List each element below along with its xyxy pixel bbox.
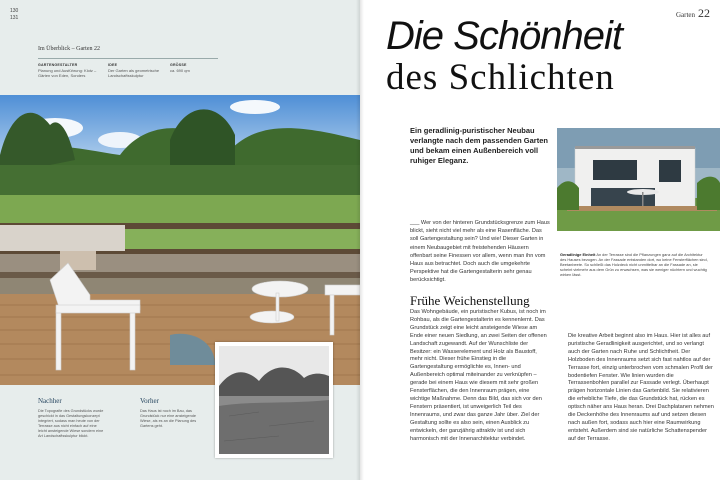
house-photo [557, 128, 720, 231]
subheading: Frühe Weichenstellung [410, 293, 530, 308]
info-size-label: GRÖSSE [170, 63, 187, 67]
page-number-left: 130 [10, 8, 19, 14]
overview-title: Im Überblick – Garten 22 [38, 46, 100, 52]
headline-line-1: Die Schönheit [386, 14, 623, 58]
info-designer-label: GARTENGESTALTER [38, 63, 78, 67]
after-caption: Die Topografie des Grundstücks wurde geschickt in das Gestaltungskonzept integriert, sodass man heute von der Terrasse aus nicht einfach auf eine leicht ansteigende Wiese sondern eine Art Landschaftsskulptur blickt. [38, 409, 104, 438]
before-inset-photo [215, 342, 333, 458]
after-label: Nachher [38, 397, 62, 405]
section-header [676, 6, 710, 21]
info-size-text: ca. 690 qm [170, 68, 190, 73]
house-caption-bold: Geradlinige Einheit [560, 252, 596, 257]
right-page [360, 0, 720, 480]
body-column-1: Das Wohngebäude, ein puristischer Kubus, ist noch im Rohbau, als die Gartengestalterin es kennenlernt. Das Grundstück zeigt eine leicht ansteigende Wiese am Ende einer neuen Siedlung, an zwei Seiten der offenen Landschaft zugewandt. Auf der Wunschliste der Besitzer: ein Wasserelement und Holz als Baustoff, mehr nicht. Dieser frühe Einstieg in die Gartengestaltung ermöglichte es, Innen- und Außenbereich optimal miteinander zu verknüpfen – gerade bei einem Haus wie diesem mit sehr großen Fensterflächen, die den Innenraum prägen, eine wichtige Maßnahme. Denn das Bild, das sich vor den Fenstern präsentiert, ist unweigerlich Teil des Innenraums, und zwar das ganze Jahr über. Ziel der Gestaltung sollte es also sein, einen Ausblick zu entwickeln, der ganzjährig attraktiv ist und sich harmonisch mit der Innenarchitektur verbindet. [410, 309, 547, 442]
section-label: Garten [675, 11, 695, 19]
before-caption: Das Haus ist noch im Bau, das Grundstück nur eine ansteigende Wiese, als es an die Planung des Gartens geht. [140, 409, 197, 428]
info-size [170, 63, 210, 73]
intro-paragraph: ___ Wer von der hinteren Grundstücksgrenze zum Haus blickt, sieht nicht viel mehr als eine Rasenfläche. Das soll Gartengestaltung sein? Und wie! Dieser Garten in einem Neubaugebiet mit freistehenden Häusern offenbart seine Finessen vor allem, wenn man ihn vom Haus aus betrachtet. Doch auch die umgekehrte Perspektive hat die Gartengestalterin sehr genau berücksichtigt. [410, 220, 550, 284]
info-idea-text: Der Garten als geometrische Landschaftsskulptur [108, 68, 160, 78]
info-designer-text: Planung und Ausführung: Klotz – Gärten von Eden, Sonders [38, 68, 97, 78]
info-idea [108, 63, 166, 78]
before-photo [219, 346, 329, 454]
house-caption-text: An der Terrasse sind die Pflanzungen ganz auf die Architektur des Hauses bezogen. An der Fassade entstanden dort, wo keine Fensterflächen sind, Beetanbeete. So schließt das Holzdeck nicht unmittelbar an die Fassade an, sie scheint vielmehr aus dem Grün zu erwachsen, was sie weniger nüchtern und wuchtig wirken lässt. [560, 252, 708, 277]
page-numbers [10, 8, 18, 22]
body-column-2: Die kreative Arbeit beginnt also im Haus. Hier ist alles auf puristische Geradlinigkeit ausgerichtet, und so verlangt auch der Garten nach Ruhe und Schlichtheit. Der Holzboden des Innenraums setzt sich fast nahtlos auf der Terrasse fort, einzig unterbrochen vom schmalen Profil der bodentiefen Fenster. Wie linien wurden die Terrassenbohlen parallel zur Fassade verlegt. Überhaupt prägen horizontale Linien das Gartenbild. Sie relativieren die erhebliche Tiefe, die das Grundstück hat, rücken es optisch näher ans Haus heran. Drei Dachplatanen nehmen die Deckenhöhe des Innenraums auf und setzen diesen nach außen fort, sodass auch hier eine Raumwirkung entsteht. Außerdem sind sie natürliche Schattenspender auf der Terrasse. [568, 333, 714, 442]
lead-paragraph: Ein geradlinig-puristischer Neubau verlangte nach dem passenden Garten und bekam einen Außenbereich voll ruhiger Eleganz. [410, 126, 548, 165]
info-designer [38, 63, 98, 78]
section-number: 22 [698, 6, 710, 20]
headline-line-2: des Schlichten [386, 57, 615, 98]
overview-divider [38, 58, 218, 59]
before-label: Vorher [140, 397, 159, 405]
page-number-right: 131 [10, 15, 19, 21]
house-caption [560, 252, 708, 277]
info-idea-label: IDEE [108, 63, 118, 67]
